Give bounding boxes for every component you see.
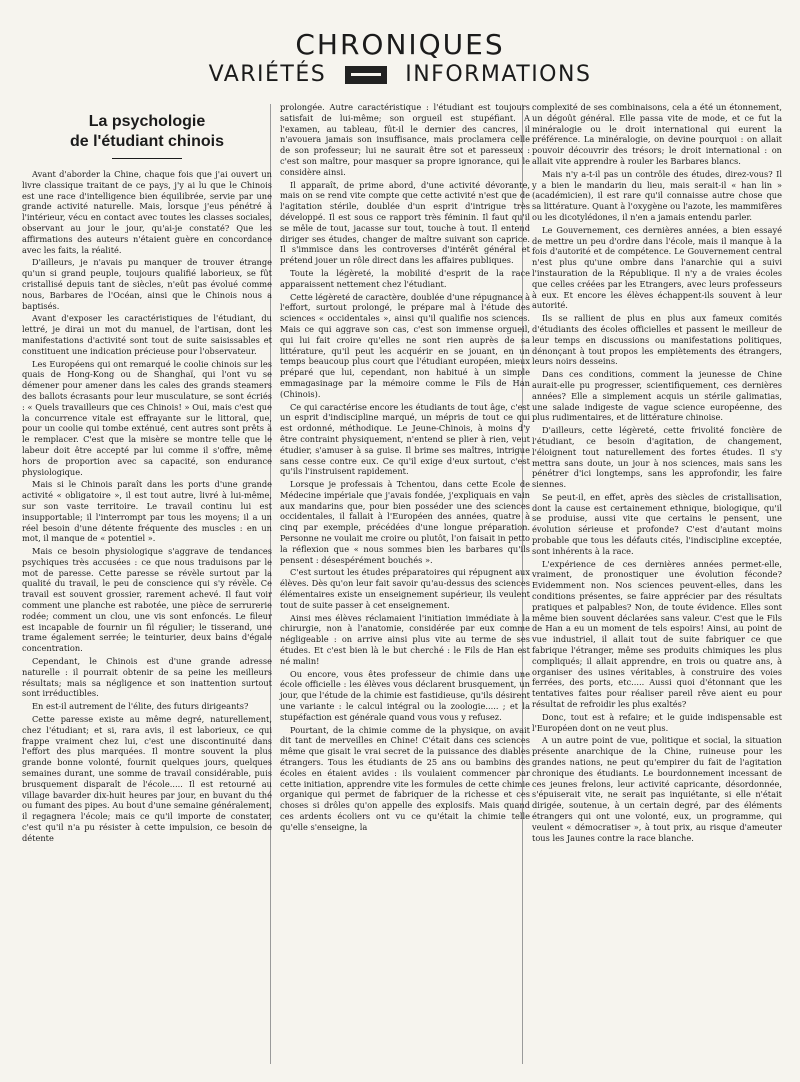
paragraph: Lorsque je professais à Tchentou, dans cette Ecole de Médecine impériale que j'avais fondée, j'expliquais en vain aux mandarins que, pour bien posséder une des sciences occidentales, il fallait à l'Européen des années, quatre à cinq par exemple, précédées d'une longue préparation. Personne ne voulait me croire ou plutôt, l'on faisait in petto la réflexion que « nous sommes bien les barbares qu'ils pensent : désespérément bouchés ». — [280, 479, 530, 565]
paragraph: Se peut-il, en effet, après des siècles de cristallisation, dont la cause est certainement ethnique, biologique, qu'il se produise, aussi vite que certains le pensent, une évolution sérieuse et profonde? C'est d'autant moins probable que tous les défauts cités, l'indiscipline exceptée, sont inhérents à la race. — [532, 491, 782, 556]
paragraph: prolongée. Autre caractéristique : l'étudiant est toujours satisfait de lui-même; son orgueil est stupéfiant. A l'examen, au tableau, fût-il le dernier des cancres, il n'avouera jamais son insuffisance, mais proclamera celle de son professeur; lui ne saurait être sot et paresseux : c'est son maître, pour masquer sa propre ignorance, qui le considère ainsi. — [280, 102, 530, 177]
masthead-title: CHRONIQUES — [295, 28, 505, 61]
paragraph: complexité de ses combinaisons, cela a été un étonnement, un dégoût général. Elle passa vite de mode, et ce fut la minéralogie ou le droit international qui eurent la préférence. La minéralogie, on devine pourquoi : on allait pouvoir découvrir des trésors; le droit international : on allait vite apprendre à rouler les Barbares blancs. — [532, 102, 782, 166]
paragraph: Cependant, le Chinois est d'une grande adresse naturelle : il pourrait obtenir de sa peine les meilleurs résultats; mais sa négligence et son inattention surtout sont irréductibles. — [22, 656, 272, 699]
paragraph: Ce qui caractérise encore les étudiants de tout âge, c'est un esprit d'indiscipline marqué, un mépris de tout ce qui est ordonné, méthodique. Le Jeune-Chinois, à moins d'y être contraint physiquement, n'entend se plier à rien, veut étudier, s'amuser à sa guise. Il brime ses maîtres, intrigue sans cesse contre eux. Ce qu'il exige d'eux surtout, c'est qu'ils l'instruisent rapidement. — [280, 401, 530, 477]
paragraph: Avant d'exposer les caractéristiques de l'étudiant, du lettré, je dirai un mot du manuel, de l'artisan, dont les manifestations d'activité sont tout de suite saisissables et constituent une indication précieuse pour l'observateur. — [22, 313, 272, 356]
paragraph: Ainsi mes élèves réclamaient l'initiation immédiate à la chirurgie, non à l'anatomie, considérée par eux comme négligeable : on arrive ainsi plus vite au terme de ses études. Et c'est bien là le but cherché : le Fils de Han est né malin! — [280, 612, 530, 666]
paragraph: Cette paresse existe au même degré, naturellement, chez l'étudiant; et si, rara avis, il est laborieux, ce qui frappe vraiment chez lui, c'est une discontinuité dans l'effort des plus marquées. Il montre souvent la plus grande bonne volonté, fournit quelques jours, quelques semaines durant, une somme de travail considérable, puis brusquement disparaît de l'école..... Il est retourné au village bavarder dix-huit heures par jour, en buvant du thé ou fumant des pipes. Au bout d'une semaine généralement, il regagnera l'école; mais ce qu'il importe de constater, c'est qu'il n'a pu résister à cette impulsion, ce besoin de détente — [22, 714, 272, 843]
ornament-icon — [345, 66, 387, 84]
paragraph: Mais si le Chinois paraît dans les ports d'une grande activité « obligatoire », il est tout autre, livré à lui-même, sur son vaste territoire. Le travail continu lui est insupportable; il l'interrompt par tous les moyens; il a un réel besoin d'une détente fréquente des muscles : en un mot, il manque de « potentiel ». — [22, 479, 272, 544]
masthead-right-label: INFORMATIONS — [405, 62, 592, 87]
paragraph: C'est surtout les études préparatoires qui répugnent aux élèves. Dès qu'on leur fait savoir qu'au-dessus des sciences élémentaires existe un enseignement supérieur, ils veulent tout de suite passer à cet enseignement. — [280, 567, 530, 610]
paragraph: Pourtant, de la chimie comme de la physique, on avait dit tant de merveilles en Chine! C'était dans ces sciences même que gisait le vrai secret de la puissance des diables étrangers. Tous les étudiants de 25 ans ou bambins des écoles en étaient avides : ils voulaient commencer par cette initiation, apprendre vite les formules de cette chimie organique qui permet de fabriquer de la richesse et ces choses si drôles qu'on appelle des explosifs. Mais quand ces ardents écoliers ont vu ce qu'était la chimie telle qu'elle s'enseigne, la — [280, 724, 530, 832]
masthead — [0, 0, 800, 108]
paragraph: En est-il autrement de l'élite, des futurs dirigeants? — [32, 701, 249, 712]
article-title-line2: de l'étudiant chinois — [69, 133, 225, 150]
paragraph: Il apparaît, de prime abord, d'une activité dévorante, mais on se rend vite compte que cette activité n'est que de l'agitation stérile, doublée d'un esprit d'intrigue très développé. Il est sous ce rapport très féminin. Il faut qu'il se mêle de tout, jacasse sur tout, touche à tout. Il entend diriger ses études, changer de maître suivant son caprice. Il s'immisce dans les controverses d'intérêt général et prétend jouer un rôle direct dans les affaires publiques. — [280, 179, 530, 266]
article-title — [22, 112, 272, 159]
paragraph: D'ailleurs, je n'avais pu manquer de trouver étrange qu'un si grand peuple, toujours qualifié laborieux, se fût cristallisé depuis tant de siècles, n'eût pas évolué comme nous, Barbares de l'Océan, ainsi que le Chinois nous a baptisés. — [22, 257, 272, 311]
paragraph: Les Européens qui ont remarqué le coolie chinois sur les quais de Hong-Kong ou de Shanghaï, qui l'ont vu se démener pour amener dans les cales des grands steamers des ballots écrasants pour leur musculature, se sont écriés : « Quels travailleurs que ces Chinois! » Oui, mais c'est que la concurrence vitale est effrayante sur le littoral, que, pour un coolie qui tombe exténué, cent autres sont prêts à le remplacer. C'est que la misère se montre telle que le labeur doit être accepté par lui comme il s'offre, même hors de proportion avec sa capacité, son endurance physiologique. — [22, 358, 272, 477]
title-rule — [112, 158, 182, 159]
paragraph: Ou encore, vous êtes professeur de chimie dans une école officielle : les élèves vous déclarent brusquement, un jour, que l'étude de la chimie est fastidieuse, qu'ils désirent une variante : le calcul intégral ou la zoologie..... ; et la stupéfaction est générale quand vous vous y refusez. — [280, 668, 530, 722]
paragraph: L'expérience de ces dernières années permet-elle, vraiment, de pronostiquer une évolution féconde? Evidemment non. Nos sciences peuvent-elles, dans les conditions présentes, se faire apprécier par des résultats pratiques et palpables? Non, de toute évidence. Elles sont même bien souvent déclarées sans valeur. C'est que le Fils de Han a eu un moment de tels espoirs! Ainsi, au point de vue industriel, il allait tout de suite fabriquer ce que fabrique l'étranger, même ses produits chimiques les plus compliqués; il allait apprendre, en trois ou quatre ans, à organiser des usines véritables, à construire des voies ferrées, des ports, etc..... Aussi quoi d'étonnant que les tentatives faites pour réaliser pareil rêve aient eu pour résultat de refroidir les plus exaltés? — [532, 558, 782, 710]
masthead-subtitle — [0, 62, 800, 87]
column-2 — [280, 102, 530, 835]
paragraph: Ils se rallient de plus en plus aux fameux comités d'étudiants des écoles officielles et passent le meilleur de leur temps en discussions ou manifestations politiques, dénonçant à tout propos les empiètements des étrangers, leurs noirs desseins. — [532, 313, 782, 367]
paragraph: D'ailleurs, cette légèreté, cette frivolité foncière de l'étudiant, ce besoin d'agitation, de changement, l'éloignent tout naturellement des fortes études. Il s'y mettra sans doute, un jour à nos sciences, mais sans les pénétrer d'ici longtemps, sans les approfondir, les faire siennes. — [532, 425, 782, 490]
paragraph: Le Gouvernement, ces dernières années, a bien essayé de mettre un peu d'ordre dans l'école, mais il manque à la fois d'autorité et de compétence. Le Gouvernement central n'est plus qu'une ombre dans l'anarchie qui a suivi l'instauration de la République. Il n'y a de vraies écoles que celles créées par les Etrangers, avec leurs professeurs à eux. Et encore les élèves échappent-ils souvent à leur autorité. — [532, 224, 782, 311]
paragraph: Dans ces conditions, comment la jeunesse de Chine aurait-elle pu progresser, scientifiquement, ces dernières années? Elle a simplement acquis un stérile galimatias, une salade indigeste de vague science européenne, des plus rudimentaires, et de littérature chinoise. — [532, 369, 782, 423]
paragraph: Cette légèreté de caractère, doublée d'une répugnance à l'effort, surtout prolongé, le prépare mal à l'étude des sciences « occidentales », ainsi qu'il qualifie nos sciences. Mais ce qui aggrave son cas, c'est son immense orgueil, qui lui fait croire qu'elles ne sont rien auprès de sa littérature, qu'il peut les acquérir en se jouant, en un temps beaucoup plus court que l'étudiant européen, mieux préparé que lui, cependant, non habitué à un simple emmagasinage par la mémoire comme le Fils de Han (Chinois). — [280, 291, 530, 399]
paragraph: A un autre point de vue, politique et social, la situation présente anarchique de la Chine, ruineuse pour les grandes nations, ne peut qu'empirer du fait de l'agitation chronique des étudiants. Le bourdonnement incessant de ces jeunes frelons, leur activité capricante, désordonnée, s'épuiserait vite, ne serait pas inquiétante, si elle n'était dirigée, soutenue, à un certain degré, par des éléments étrangers qui ont une volonté, eux, un programme, qui veulent « démocratiser », à tout prix, au risque d'ameuter tous les Jaunes contre la race blanche. — [532, 735, 782, 843]
paragraph: Mais ce besoin physiologique s'aggrave de tendances psychiques très accusées : ce que nous traduisons par le mot de paresse. Cette paresse se révèle surtout par la qualité du travail, le peu de conscience qui s'y révèle. Ce travail est souvent grossier, rarement achevé. Il faut voir comment une planche est rabotée, une pièce de serrurerie rodée; comment un clou, une vis sont enfoncés. Le fileur est incapable de fournir un fil régulier; le tisserand, une trame également serrée; le teinturier, deux bains d'égale concentration. — [22, 546, 272, 654]
paragraph: Avant d'aborder la Chine, chaque fois que j'ai ouvert un livre classique traitant de ce pays, j'y ai lu que le Chinois est une race d'intelligence bien équilibrée, servie par une grande activité naturelle. Mais, lorsque j'eus pénétré à l'intérieur, vécu en contact avec toutes les classes sociales, observant au jour le jour, qu'ai-je constaté? Que les affirmations des auteurs n'étaient guère en concordance avec les faits, la réalité. — [22, 169, 272, 255]
masthead-left-label: VARIÉTÉS — [208, 62, 327, 87]
column-3 — [532, 102, 782, 845]
column-1 — [22, 102, 272, 846]
article-title-line1: La psychologie — [88, 113, 206, 130]
paragraph: Toute la légèreté, la mobilité d'esprit de la race apparaissent nettement chez l'étudiant. — [280, 267, 530, 289]
paragraph: Donc, tout est à refaire; et le guide indispensable est l'Européen dont on ne veut plus. — [532, 711, 782, 733]
paragraph: Mais n'y a-t-il pas un contrôle des études, direz-vous? Il y a bien le mandarin du lieu, mais serait-il « han lin » (académicien), il est rare qu'il connaisse autre chose que sa littérature. Quant à l'oxygène ou l'azote, les mammifères ou les dicotylédones, il n'en a jamais entendu parler. — [532, 168, 782, 222]
